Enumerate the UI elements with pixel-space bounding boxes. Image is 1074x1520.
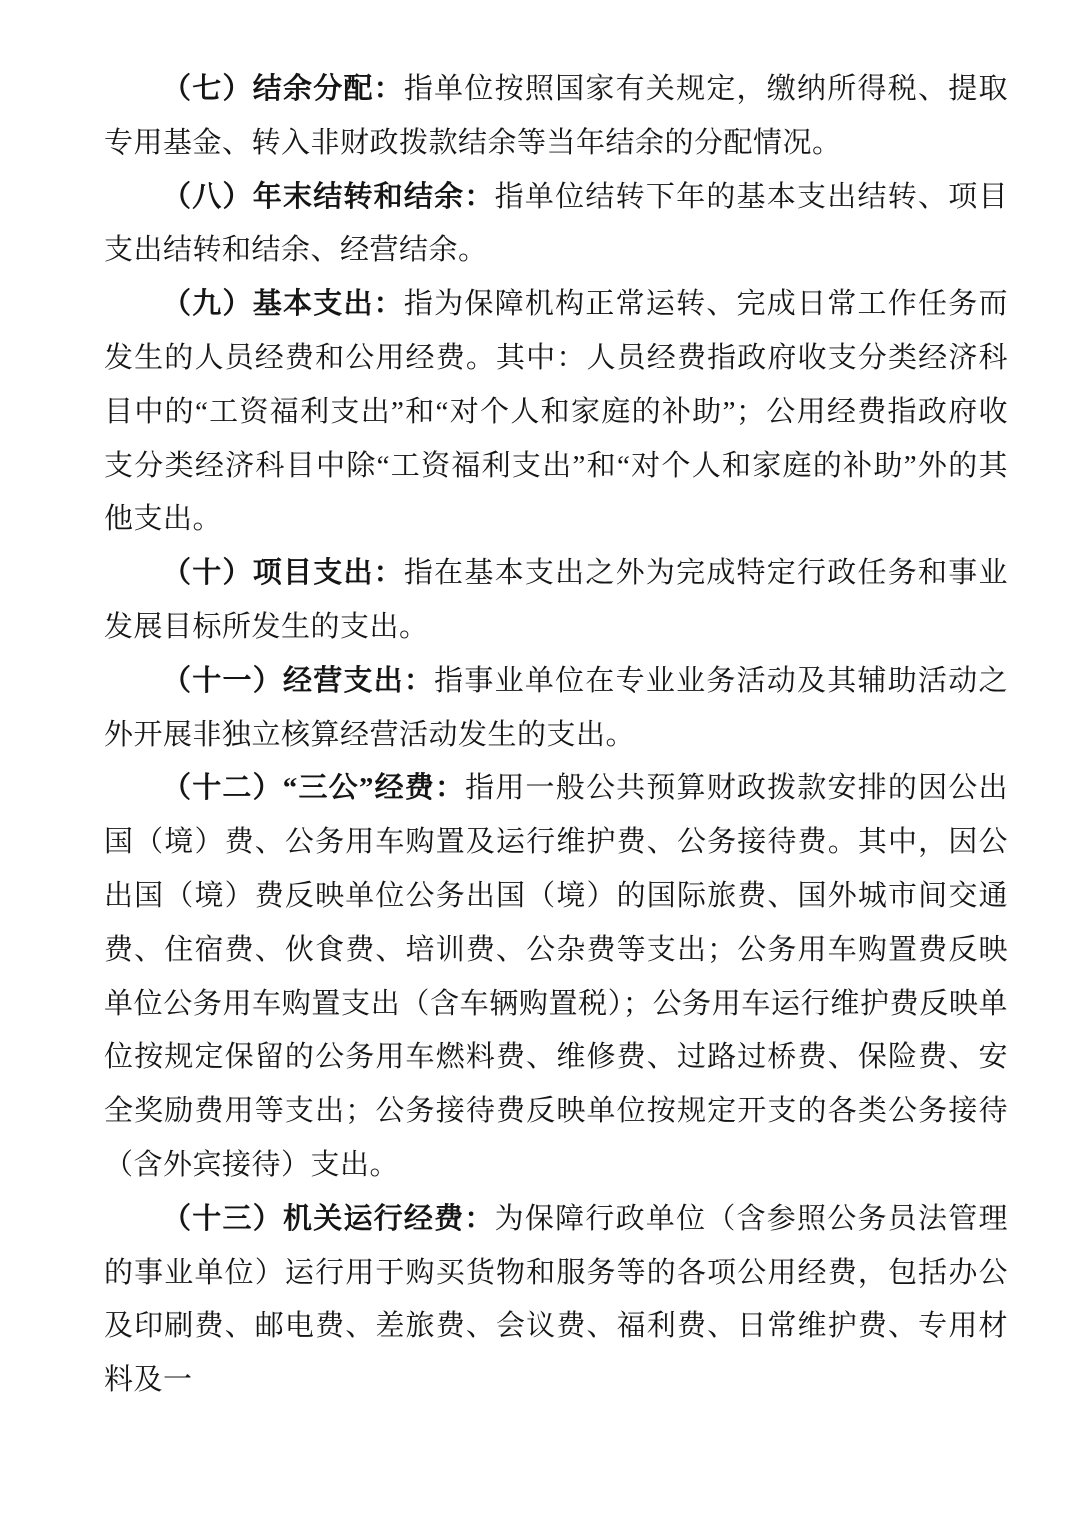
definition-para-11-jingying-zhichu: [104, 655, 1008, 763]
term-body-7: 指单位按照国家有关规定，缴纳所得税、提取专用基金、转入非财政拨款结余等当年结余的分配情况。: [104, 73, 1008, 159]
definition-para-12-sangong-jingfei: [104, 762, 1008, 1192]
term-label-8: （八）年末结转和结余：: [162, 180, 495, 213]
term-body-13: 为保障行政单位（含参照公务员法管理的事业单位）运行用于购买货物和服务等的各项公用经费，包括办公及印刷费、邮电费、差旅费、会议费、福利费、日常维护费、专用材料及一: [104, 1202, 1008, 1397]
term-label-11: （十一）经营支出：: [162, 664, 435, 697]
term-label-13: （十三）机关运行经费：: [162, 1202, 495, 1235]
term-label-12: （十二）“三公”经费：: [162, 772, 466, 805]
definition-para-9-jiben-zhichu: [104, 278, 1008, 547]
definition-para-8-nianmo-jiezhuan: [104, 171, 1008, 279]
term-body-10: 指在基本支出之外为完成特定行政任务和事业发展目标所发生的支出。: [104, 557, 1008, 643]
term-body-12: 指用一般公共预算财政拨款安排的因公出国（境）费、公务用车购置及运行维护费、公务接待费。其中，因公出国（境）费反映单位公务出国（境）的国际旅费、国外城市间交通费、住宿费、伙食费、培训费、公杂费等支出；公务用车购置费反映单位公务用车购置支出（含车辆购置税）；公务用车运行维护费反映单位按规定保留的公务用车燃料费、维修费、过路过桥费、保险费、安全奖励费用等支出；公务接待费反映单位按规定开支的各类公务接待（含外宾接待）支出。: [104, 772, 1008, 1181]
term-body-9: 指为保障机构正常运转、完成日常工作任务而发生的人员经费和公用经费。其中：人员经费指政府收支分类经济科目中的“工资福利支出”和“对个人和家庭的补助”；公用经费指政府收支分类经济科目中除“工资福利支出”和“对个人和家庭的补助”外的其他支出。: [104, 288, 1008, 536]
term-label-9: （九）基本支出：: [162, 288, 404, 321]
term-body-8: 指单位结转下年的基本支出结转、项目支出结转和结余、经营结余。: [104, 180, 1008, 267]
definition-para-7-jieyu-fenpei: [104, 63, 1008, 171]
term-label-10: （十）项目支出：: [162, 557, 404, 590]
term-body-11: 指事业单位在专业业务活动及其辅助活动之外开展非独立核算经营活动发生的支出。: [104, 664, 1008, 751]
definition-para-13-jiguan-yunxing-jingfei: [104, 1193, 1008, 1408]
term-label-7: （七）结余分配：: [162, 73, 404, 105]
definition-para-10-xiangmu-zhichu: [104, 547, 1008, 655]
